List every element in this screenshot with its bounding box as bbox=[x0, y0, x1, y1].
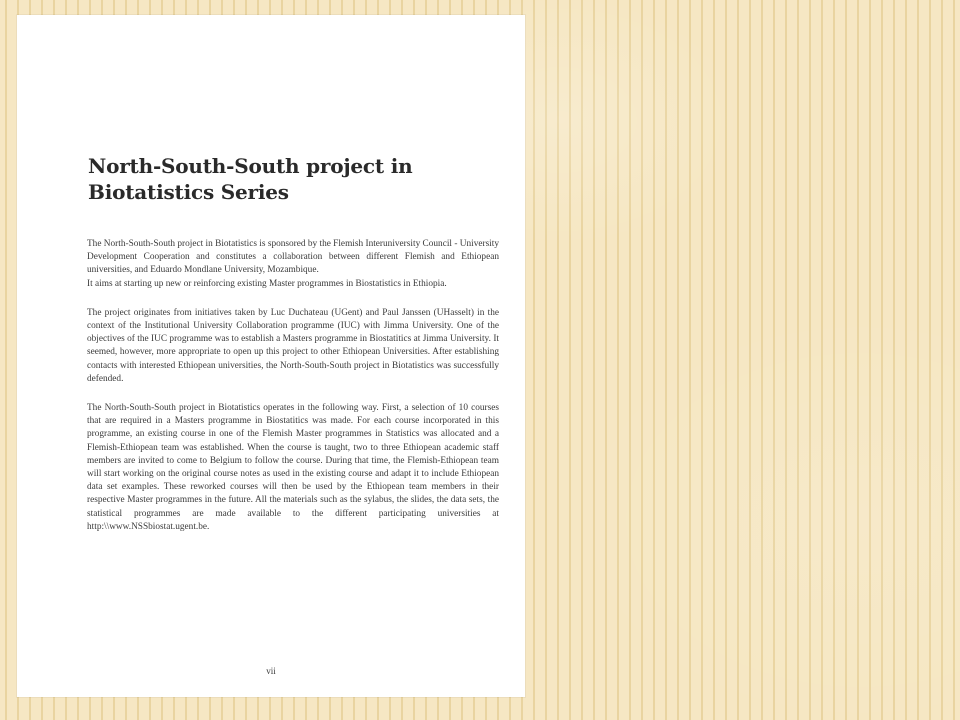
paragraph-origin: The project originates from initiatives taken by Luc Duchateau (UGent) and Paul Janssen (UHasselt) in the context of the Institutional University Collaboration programme (IUC) with Jimma University. One of the objectives of the IUC programme was to establish a Masters programme in Biostatitics at Jimma University. It seemed, however, more appropriate to open up this project to other Ethiopean Universities. After establishing contacts with interested Ethiopean universities, the North-South-South project in Biotatistics was successfully defended. bbox=[87, 307, 499, 384]
page-number: vii bbox=[266, 666, 276, 676]
paragraph-sponsorship: The North-South-South project in Biotatistics is sponsored by the Flemish Interuniversity Council - University Development Cooperation and constitutes a collaboration between different Flemish and Ethiopean universities, and Eduardo Mondlane University, Mozambique. bbox=[87, 239, 499, 276]
paragraph-aims: It aims at starting up new or reinforcing existing Master programmes in Biostatistics in Ethiopia. bbox=[87, 278, 447, 289]
paragraph-operation: The North-South-South project in Biotatistics operates in the following way. First, a selection of 10 courses that are required in a Masters programme in Biostatitics was made. For each course incorporated in this programme, an existing course in one of the Flemish Master programmes in Statistics was allocated and a Flemish-Ethiopean team was established. When the course is taught, two to three Ethiopean academic staff members are invited to come to Belgium to follow the course. During that time, the Flemish-Ethiopean team will start working on the original course notes as used in the existing course and adapt it to include Ethiopean data set examples. These reworked courses will then be used by the Ethiopean team members in their respective Master programmes in the future. All the materials such as the sylabus, the slides, the data sets, the statistical programmes are made available to the different participating universities at http:\\www.NSSbiostat.ugent.be. bbox=[87, 403, 499, 532]
document-page bbox=[17, 15, 525, 697]
document-body bbox=[87, 238, 499, 550]
document-title: North-South-South project in Biotatistics Series bbox=[88, 154, 413, 204]
